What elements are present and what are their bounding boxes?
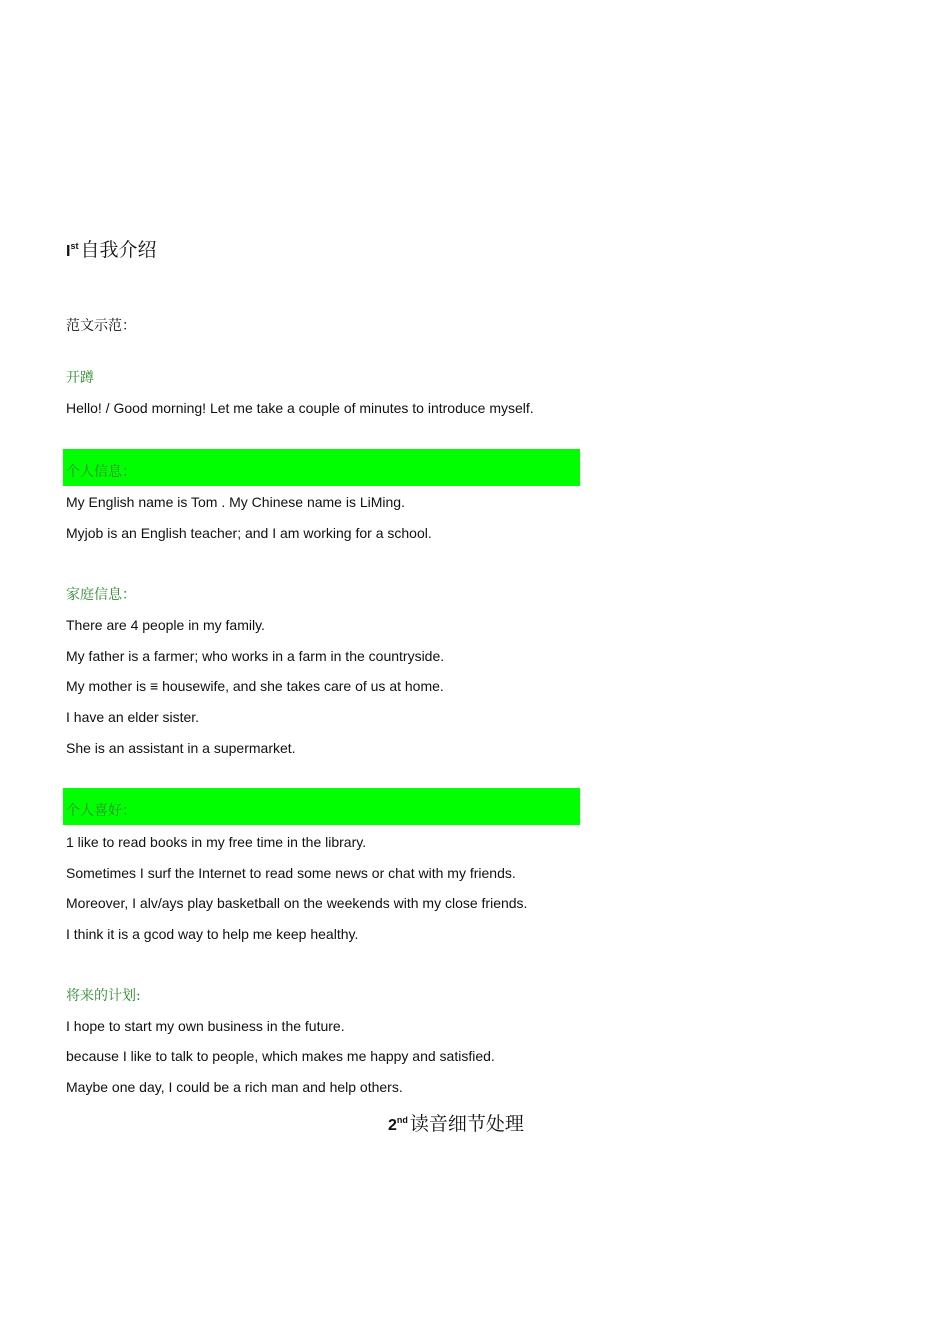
hobbies-line: Sometimes I surf the Internet to read some news or chat with my friends. <box>66 865 516 881</box>
family-line: She is an assistant in a supermarket. <box>66 740 296 756</box>
future-line: because I like to talk to people, which makes me happy and satisfied. <box>66 1048 495 1064</box>
hobbies-line: Moreover, I alv/ays play basketball on the weekends with my close friends. <box>66 895 528 911</box>
heading-title: 读音细节处理 <box>409 1113 524 1135</box>
hobbies-line: I think it is a gcod way to help me keep healthy. <box>66 926 359 942</box>
heading-title: 自我介绍 <box>80 239 157 261</box>
opening-label: 开蹲 <box>66 370 94 386</box>
example-label: 范文示范： <box>66 318 136 334</box>
opening-line: Hello! / Good morning! Let me take a couple of minutes to introduce myself. <box>66 400 534 416</box>
family-line: My mother is ≡ housewife, and she takes care of us at home. <box>66 678 444 694</box>
future-plans-label: 将来的计划: <box>66 988 141 1004</box>
future-line: I hope to start my own business in the future. <box>66 1018 345 1034</box>
section-heading-self-introduction <box>66 234 156 264</box>
hobbies-line: 1 like to read books in my free time in the library. <box>66 834 367 850</box>
hobbies-label: 个人喜好： <box>66 803 136 819</box>
family-line: My father is a farmer; who works in a farm in the countryside. <box>66 648 445 664</box>
future-line: Maybe one day, I could be a rich man and help others. <box>66 1079 403 1095</box>
section-heading-pronunciation <box>388 1108 524 1138</box>
heading-number: 2 <box>388 1117 397 1134</box>
personal-info-label: 个人信息： <box>66 464 136 480</box>
personal-line: Myjob is an English teacher; and I am working for a school. <box>66 525 432 541</box>
family-line: I have an elder sister. <box>66 709 200 725</box>
family-info-label: 家庭信息： <box>66 587 136 603</box>
hobbies-highlight <box>63 788 580 825</box>
heading-number: I <box>66 243 71 260</box>
family-line: There are 4 people in my family. <box>66 617 265 633</box>
heading-ordinal-suffix: nd <box>396 1115 408 1125</box>
heading-ordinal-suffix: st <box>70 241 79 251</box>
personal-line: My English name is Tom . My Chinese name is LiMing. <box>66 494 405 510</box>
personal-info-highlight <box>63 449 580 486</box>
